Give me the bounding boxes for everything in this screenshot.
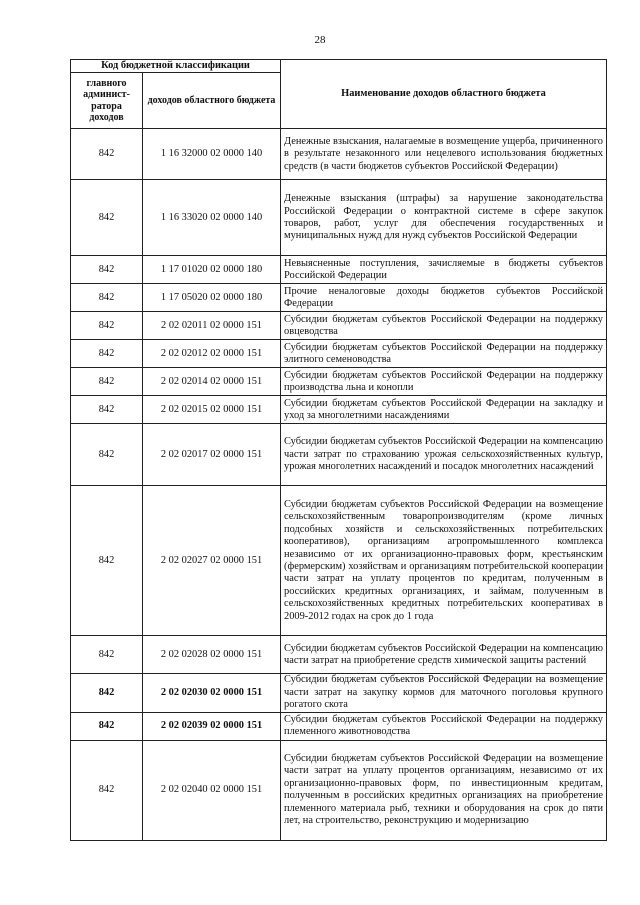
income-name-cell: Денежные взыскания (штрафы) за нарушение законодательства Российской Федерации о контрактной системе в сфере закупок товаров, работ, услуг для обеспечения государственных и муниципальных нужд для нужд субъектов Российской Федерации xyxy=(281,180,607,256)
table-row xyxy=(71,636,607,674)
income-name-cell: Субсидии бюджетам субъектов Российской Федерации на поддержку племенного животноводства xyxy=(281,712,607,740)
table-row xyxy=(71,312,607,340)
table-row xyxy=(71,396,607,424)
income-code-cell: 2 02 02017 02 0000 151 xyxy=(143,424,281,486)
admin-code-cell: 842 xyxy=(71,284,143,312)
income-code-cell: 2 02 02030 02 0000 151 xyxy=(143,674,281,712)
income-name-cell: Субсидии бюджетам субъектов Российской Федерации на закладку и уход за многолетними насаждениями xyxy=(281,396,607,424)
income-code-cell: 2 02 02012 02 0000 151 xyxy=(143,340,281,368)
admin-code-cell: 842 xyxy=(71,368,143,396)
table-row xyxy=(71,129,607,180)
table-row xyxy=(71,674,607,712)
page-number: 28 xyxy=(314,34,326,46)
table-row xyxy=(71,284,607,312)
income-name-cell: Денежные взыскания, налагаемые в возмещение ущерба, причиненного в результате незаконного или нецелевого использования бюджетных средств (в части бюджетов субъектов Российской Федерации) xyxy=(281,129,607,180)
income-name-cell: Субсидии бюджетам субъектов Российской Федерации на поддержку элитного семеноводства xyxy=(281,340,607,368)
table-row xyxy=(71,340,607,368)
income-name-cell: Субсидии бюджетам субъектов Российской Федерации на компенсацию части затрат на приобретение средств химической защиты растений xyxy=(281,636,607,674)
admin-code-cell: 842 xyxy=(71,256,143,284)
income-code-cell: 1 16 32000 02 0000 140 xyxy=(143,129,281,180)
table-row xyxy=(71,712,607,740)
income-code-cell: 2 02 02014 02 0000 151 xyxy=(143,368,281,396)
admin-code-cell: 842 xyxy=(71,312,143,340)
income-code-cell: 2 02 02040 02 0000 151 xyxy=(143,740,281,840)
table-row xyxy=(71,256,607,284)
income-name-cell: Субсидии бюджетам субъектов Российской Федерации на возмещение части затрат на уплату процентов организациям, независимо от их организационно-правовых форм, по инвестиционным кредитам, полученным в российских кредитных организациях на приобретение племенного материала рыб, техники и оборудования на срок до пяти лет, на строительство, реконструкцию и модернизацию xyxy=(281,740,607,840)
table-row xyxy=(71,180,607,256)
income-code-cell: 1 17 01020 02 0000 180 xyxy=(143,256,281,284)
header-col-admin: главного админист-ратора доходов xyxy=(71,73,143,129)
income-name-cell: Субсидии бюджетам субъектов Российской Федерации на возмещение сельскохозяйственным товаропроизводителям (кроме личных подсобных хозяйств и сельскохозяйственных потребительских кооперативов), организациям агропромышленного комплекса независимо от их организационно-правовых форм, крестьянским (фермерским) хозяйствам и организациям потребительской кооперации части затрат на уплату процентов по кредитам, полученным в российских кредитных организациях, и займам, полученным в сельскохозяйственных кредитных потребительских кооперативах в 2009-2012 годах на срок до 1 года xyxy=(281,486,607,636)
header-col-name: Наименование доходов областного бюджета xyxy=(281,60,607,129)
income-name-cell: Субсидии бюджетам субъектов Российской Федерации на возмещение части затрат на закупку кормов для маточного поголовья крупного рогатого скота xyxy=(281,674,607,712)
income-name-cell: Прочие неналоговые доходы бюджетов субъектов Российской Федерации xyxy=(281,284,607,312)
income-name-cell: Субсидии бюджетам субъектов Российской Федерации на компенсацию части затрат по страхованию урожая сельскохозяйственных культур, урожая многолетних насаждений и посадок многолетних насаждений xyxy=(281,424,607,486)
admin-code-cell: 842 xyxy=(71,180,143,256)
income-name-cell: Субсидии бюджетам субъектов Российской Федерации на поддержку производства льна и конопли xyxy=(281,368,607,396)
income-code-cell: 2 02 02015 02 0000 151 xyxy=(143,396,281,424)
header-group-title: Код бюджетной классификации xyxy=(71,60,281,73)
income-name-cell: Субсидии бюджетам субъектов Российской Федерации на поддержку овцеводства xyxy=(281,312,607,340)
admin-code-cell: 842 xyxy=(71,340,143,368)
admin-code-cell: 842 xyxy=(71,396,143,424)
income-name-cell: Невыясненные поступления, зачисляемые в бюджеты субъектов Российской Федерации xyxy=(281,256,607,284)
table-row xyxy=(71,740,607,840)
income-code-cell: 1 16 33020 02 0000 140 xyxy=(143,180,281,256)
admin-code-cell: 842 xyxy=(71,674,143,712)
income-code-cell: 1 17 05020 02 0000 180 xyxy=(143,284,281,312)
income-code-cell: 2 02 02039 02 0000 151 xyxy=(143,712,281,740)
header-col-code: доходов областного бюджета xyxy=(143,73,281,129)
admin-code-cell: 842 xyxy=(71,486,143,636)
income-code-cell: 2 02 02028 02 0000 151 xyxy=(143,636,281,674)
income-code-cell: 2 02 02027 02 0000 151 xyxy=(143,486,281,636)
table-row xyxy=(71,424,607,486)
admin-code-cell: 842 xyxy=(71,424,143,486)
table-row xyxy=(71,486,607,636)
admin-code-cell: 842 xyxy=(71,740,143,840)
budget-classification-table xyxy=(70,59,607,841)
income-code-cell: 2 02 02011 02 0000 151 xyxy=(143,312,281,340)
admin-code-cell: 842 xyxy=(71,712,143,740)
table-row xyxy=(71,368,607,396)
admin-code-cell: 842 xyxy=(71,129,143,180)
admin-code-cell: 842 xyxy=(71,636,143,674)
